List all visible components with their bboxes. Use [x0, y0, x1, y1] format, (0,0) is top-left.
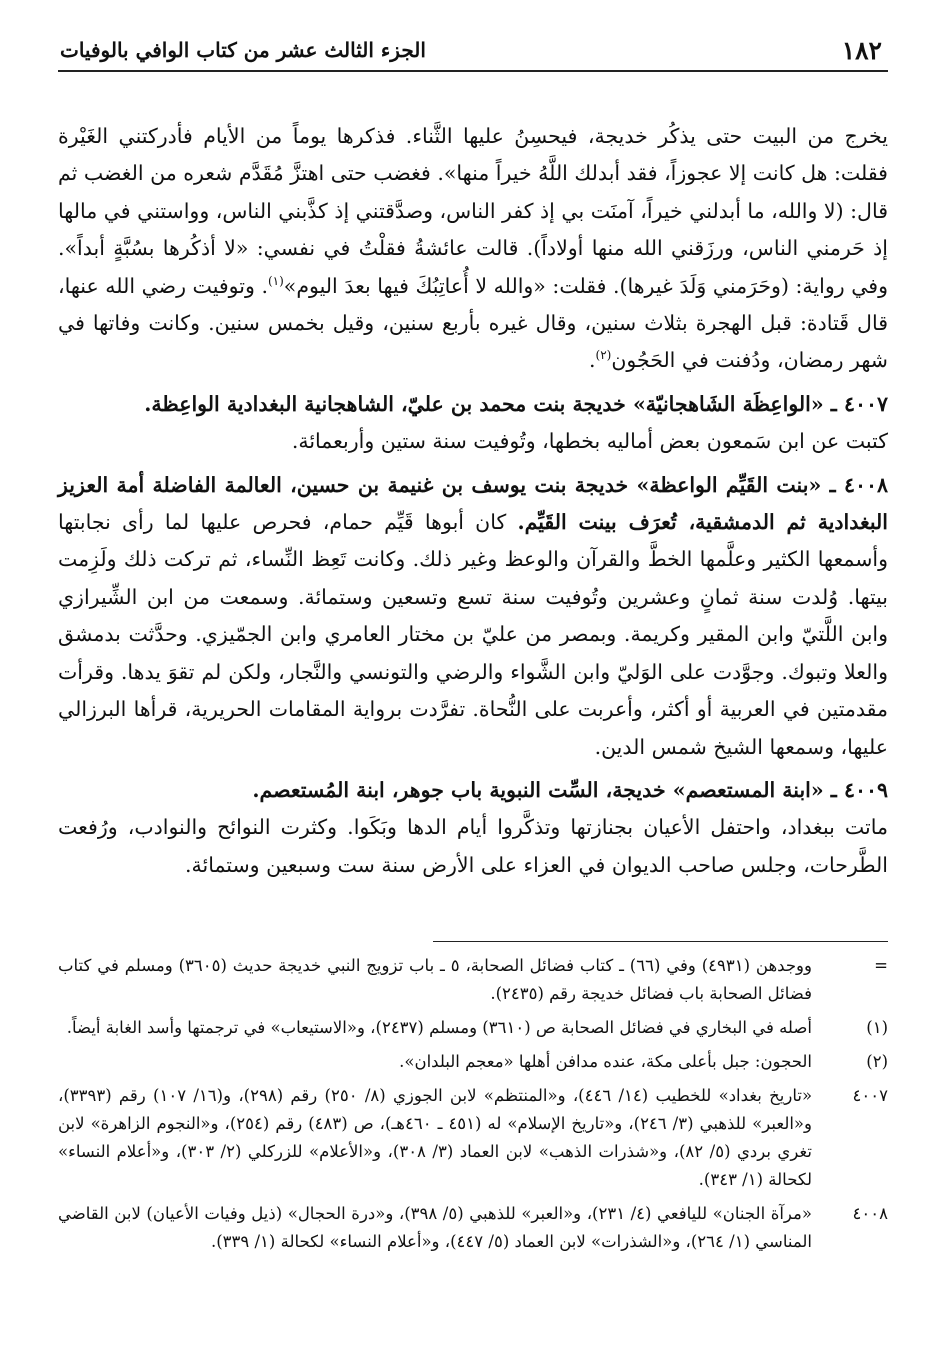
- entry-4009: [58, 772, 888, 809]
- intro-text-3: .: [588, 348, 596, 373]
- footnote-ref-1: (١): [267, 273, 284, 288]
- footnote-text: الحجون: جبل بأعلى مكة، عنده مدافن أهلها «معجم البلدان».: [399, 1052, 812, 1071]
- intro-text: يخرج من البيت حتى يذكُر خديجة، فيحسِنُ عليها الثَّناء. فذكرها يوماً من الأيام فأدركتني الغَيْرة فقلت: هل كانت إلا عجوزاً، فقد أبدلك اللَّهُ خيراً منها». فغضب حتى اهتزَّ مُقَدَّم شعره من الغضب ثم قال: (لا والله، ما أبدلني خيراً، آمنَت بي إذ كفر الناس، وصدَّقتني إذ كذَّبني الناس، وواستني في مالها إذ حَرمني الناس، ورزَقني الله منها أولاداً). قالت عائشةُ فقلْتُ في نفسي: «لا أذكُرها بسُبَّةٍ أبداً». وفي رواية: (وحَرَمني وَلَدَ غيرها). فقلت: «والله لا أُعاتِبُكَ فيها بعدَ اليوم»: [58, 124, 888, 298]
- book-page: [58, 28, 888, 1358]
- entry-heading: ٤٠٠٨ ـ «بنت القَيِّم الواعظة» خديجة بنت يوسف بن غنيمة بن حسين، العالمة الفاضلة أمة العزيز البغدادية ثم الدمشقية، تُعرَف بينت القَيِّم.: [58, 472, 888, 535]
- footnote-label: ٤٠٠٧: [852, 1086, 888, 1105]
- intro-paragraph: [58, 118, 888, 380]
- entry-4008: [58, 467, 888, 766]
- footnote-ref-2: (٢): [595, 348, 612, 363]
- entry-heading: ٤٠٠٩ ـ «ابنة المستعصم» خديجة، السِّت النبوية باب جوهر، ابنة المُستعصم.: [252, 777, 888, 802]
- running-title: الجزء الثالث عشر من كتاب الوافي بالوفيات: [60, 38, 426, 62]
- footnote-text: أصله في البخاري في فضائل الصحابة ص (٣٦١٠) ومسلم (٢٤٣٧)، و«الاستيعاب» في ترجمتها وأسد الغابة أيضاً.: [66, 1018, 812, 1037]
- footnote-separator: [433, 941, 888, 942]
- entry-4007-text: كتبت عن ابن سَمعون بعض أماليه بخطها، وتُوفيت سنة ستين وأربعمائة.: [291, 429, 888, 454]
- entry-4007: [58, 386, 888, 423]
- footnote-label: ٤٠٠٨: [852, 1204, 888, 1223]
- footnote-continued: [58, 952, 888, 1008]
- entry-text: كان أبوها قَيِّم حمام، فحرص عليها لما رأى نجابتها وأسمعها الكثير وعلَّمها الخطَّ والقرآن والوعظ وغير ذلك. وكانت تَعِظ النِّساء، ثم تركت ذلك ولَزِمت بيتها. وُلدت سنة ثمانٍ وعشرين وتُوفيت سنة تسع وتسعين وستمائة. وسمعت من ابن الشِّيرازي وابن اللَّتيّ وابن المقير وكريمة. وبمصر من عليّ بن مختار العامري وابن الجمّيزي. وحدَّثت بدمشق والعلا وتبوك. وجوَّدت على الوَليّ وابن الشَّواء والرضي والتونسي والنَّجار، ولكن لم تقوَ يدها. وقرأت مقدمتين في العربية أو أكثر، وأعربت على النُّحاة. تفرَّدت برواية المقامات الحريرية، قرأها البرزالي عليها، وسمعها الشيخ شمس الدين.: [58, 510, 888, 759]
- page-number: ١٨٢: [841, 36, 882, 65]
- main-text: [58, 118, 888, 884]
- footnote-text: «مرآة الجنان» لليافعي (٤/ ٢٣١)، و«العبر» للذهبي (٥/ ٣٩٨)، و«درة الحجال» (ذيل وفيات الأعيان) لابن القاضي المناسي (١/ ٢٦٤)، و«الشذرات» لابن العماد (٥/ ٤٤٧)، و«أعلام النساء» لكحالة (١/ ٣٣٩).: [58, 1204, 812, 1251]
- footnotes: [58, 952, 888, 1262]
- footnote-label: (٢): [866, 1052, 888, 1071]
- footnote-4007: [58, 1082, 888, 1194]
- footnote-4008: [58, 1200, 888, 1256]
- footnote-label: =: [874, 956, 888, 975]
- entry-4009-text: ماتت ببغداد، واحتفل الأعيان بجنازتها وتذكَّروا أيام الدها وبَكَوا. وكثرت النوائح والنوادب، ورُفعت الطَّرحات، وجلس صاحب الديوان في العزاء على الأرض سنة ست وسبعين وستمائة.: [58, 815, 888, 877]
- intro-text-2: . وتوفيت رضي الله عنها، قال قَتادة: قبل الهجرة بثلاث سنين، وقال غيره بأربع سنين، وقيل بخمس سنين. وكانت وفاتها في شهر رمضان، ودُفنت في الحَجُون: [58, 273, 888, 373]
- entry-heading: ٤٠٠٧ ـ «الواعِظَة الشَاهجانيّة» خديجة بنت محمد بن عليّ، الشاهجانية البغدادية الواعِظة.: [144, 391, 888, 416]
- footnote-text: «تاريخ بغداد» للخطيب (١٤/ ٤٤٦)، و«المنتظم» لابن الجوزي (٨/ ٢٥٠) رقم (٢٩٨)، و(١٦/ ١٠٧) رقم (٣٣٩٣)، و«العبر» للذهبي (٣/ ٢٤٦)، و«تاريخ الإسلام» له (٤٥١ ـ ٤٦٠هـ)، ص (٤٨٣) رقم (٢٥٤)، و«النجوم الزاهرة» لابن تغري بردي (٥/ ٨٢)، و«شذرات الذهب» لابن العماد (٣/ ٣٠٨)، و«الأعلام» للزركلي (٢/ ٣٠٣)، و«أعلام النساء» لكحالة (١/ ٣٤٣).: [58, 1086, 813, 1189]
- page-header: [58, 28, 888, 72]
- footnote-2: [58, 1048, 888, 1076]
- footnote-text: ووجدهن (٤٩٣١) وفي (٦٦) ـ كتاب فضائل الصحابة، ٥ ـ باب تزويج النبي خديجة حديث (٣٦٠٥) ومسلم في كتاب فضائل الصحابة باب فضائل خديجة رقم (٢٤٣٥).: [58, 956, 812, 1003]
- footnote-1: [58, 1014, 888, 1042]
- footnote-label: (١): [866, 1018, 888, 1037]
